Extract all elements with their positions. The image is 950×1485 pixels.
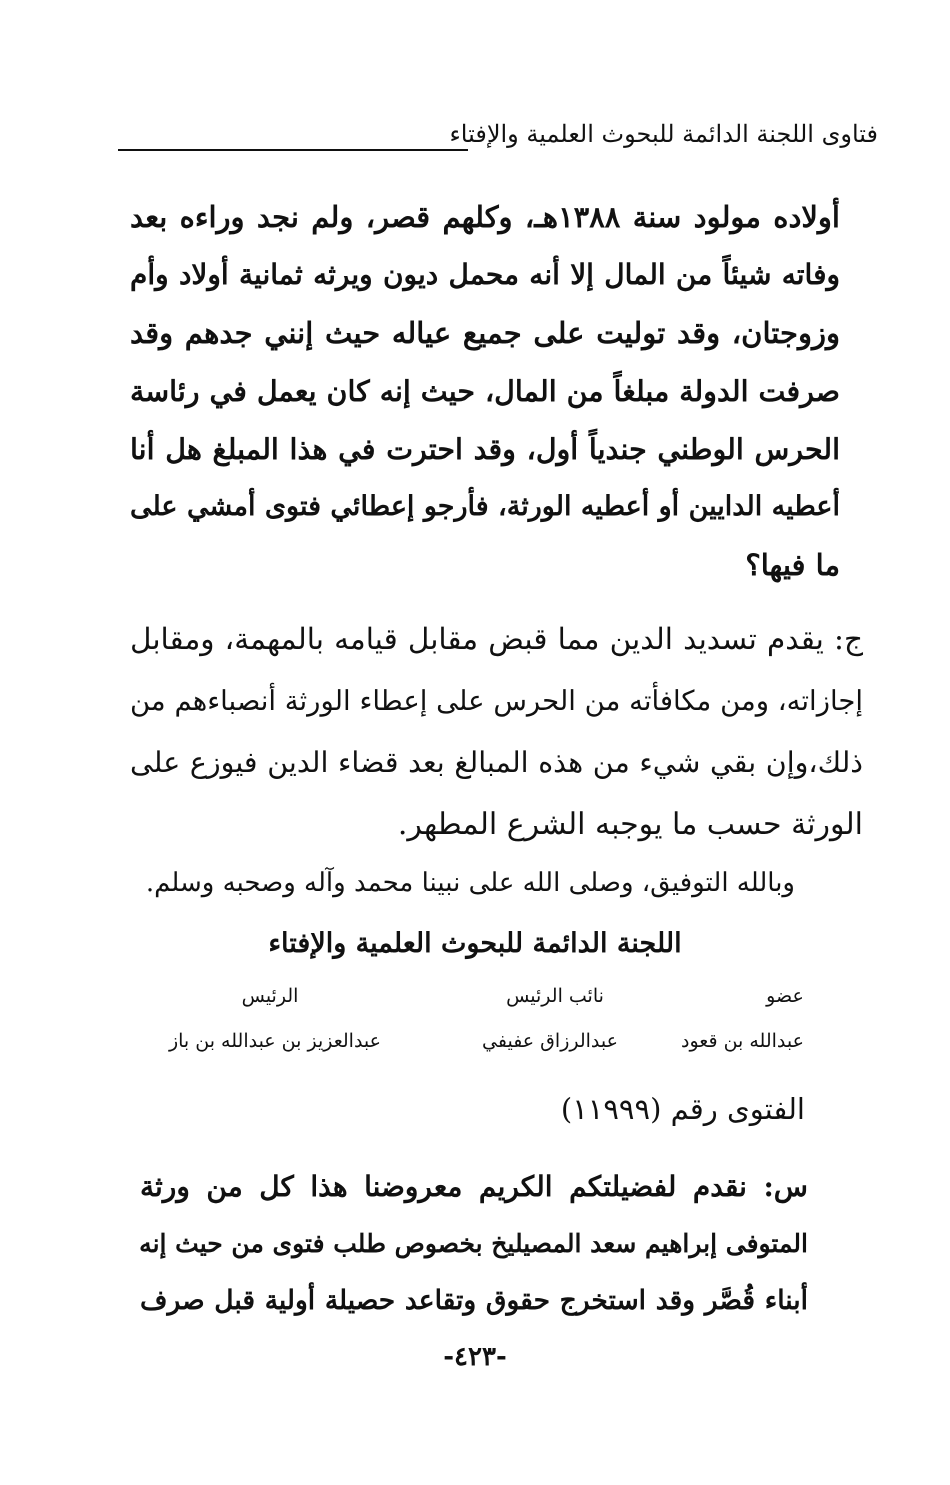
closing-prayer: وبالله التوفيق، وصلى الله على نبينا محمد وآله وصحبه وسلم. xyxy=(145,868,795,898)
next-question-line: س: نقدم لفضيلتكم الكريم معروضنا هذا كل من ورثة xyxy=(140,1170,808,1203)
next-question-line: المتوفى إبراهيم سعد المصيليخ بخصوص طلب فتوى من حيث إنه xyxy=(139,1229,808,1258)
header-title: فتاوى اللجنة الدائمة للبحوث العلمية والإفتاء xyxy=(449,120,878,148)
committee-name: اللجنة الدائمة للبحوث العلمية والإفتاء xyxy=(268,928,682,959)
answer-line: إجازاته، ومن مكافأته من الحرس على إعطاء الورثة أنصباءهم من xyxy=(130,685,863,717)
answer-line: ذلك،وإن بقي شيء من هذه المبالغ بعد قضاء الدين فيوزع على xyxy=(130,746,863,779)
answer-line: ج: يقدم تسديد الدين مما قبض مقابل قيامه بالمهمة، ومقابل xyxy=(130,622,863,656)
vice-president-name: عبدالرزاق عفيفي xyxy=(482,1030,618,1052)
member-title: عضو xyxy=(766,985,804,1007)
question-line: وزوجتان، وقد توليت على جميع عياله حيث إنني جدهم وقد xyxy=(130,316,840,350)
page-number: -٤٢٣- xyxy=(443,1342,507,1372)
fatwa-number: الفتوى رقم (١١٩٩٩) xyxy=(560,1092,805,1126)
president-name: عبدالعزيز بن عبدالله بن باز xyxy=(168,1030,382,1052)
question-line: الحرس الوطني جندياً أول، وقد احترت في هذا المبلغ هل أنا xyxy=(130,432,840,466)
question-line: صرفت الدولة مبلغاً من المال، حيث إنه كان يعمل في رئاسة xyxy=(130,374,840,408)
header-rule xyxy=(118,149,468,151)
question-line: ما فيها؟ xyxy=(745,548,840,582)
member-name: عبدالله بن قعود xyxy=(681,1030,804,1052)
answer-line: الورثة حسب ما يوجبه الشرع المطهر. xyxy=(397,807,863,842)
next-question-line: أبناء قُصَّر وقد استخرج حقوق وتقاعد حصيلة أولية قبل صرف xyxy=(140,1285,808,1316)
answer-block xyxy=(130,608,863,856)
page-header xyxy=(118,118,878,158)
president-title: الرئيس xyxy=(241,985,299,1007)
question-line: وفاته شيئاً من المال إلا أنه محمل ديون ويرثه ثمانية أولاد وأم xyxy=(130,258,840,291)
question-block xyxy=(130,188,840,594)
vice-president-title: نائب الرئيس xyxy=(506,985,604,1007)
question-line: أولاده مولود سنة ١٣٨٨هـ، وكلهم قصر، ولم نجد وراءه بعد xyxy=(130,200,840,234)
next-question-block xyxy=(140,1158,808,1329)
question-line: أعطيه الدايين أو أعطيه الورثة، فأرجو إعطائي فتوى أمشي على xyxy=(129,491,840,522)
